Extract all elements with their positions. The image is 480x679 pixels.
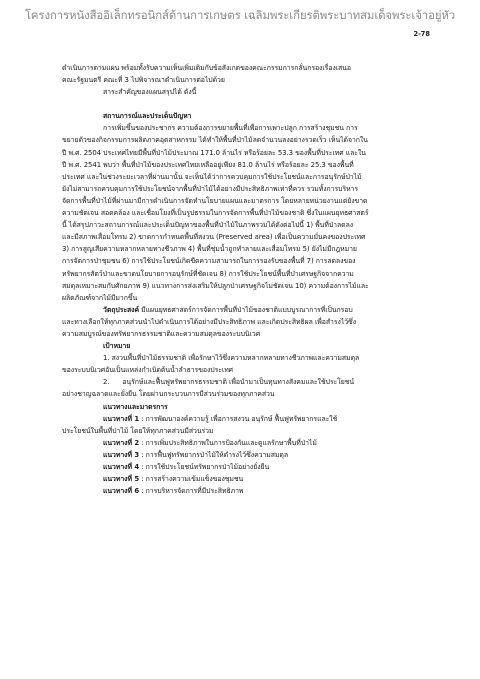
approaches-heading: แนวทางและมาตรการ: [103, 402, 168, 411]
objective-line: ความสมบูรณ์ของทรัพยากรธรรมชาติและความสมดุลของระบบนิเวศ: [62, 329, 261, 338]
situation-line: ผลิตภัณฑ์จากไม้มีมากขึ้น: [62, 293, 138, 302]
situation-line: การจัดการป่าชุมชน 6) การใช้ประโยชน์เกิดขีดความสามารถในการรองรับของพื้นที่ 7) การลดลงของ: [62, 257, 356, 266]
situation-line: ปี พ.ศ. 2541 พบว่า พื้นที่ป่าไม้ของประเทศไทยเหลืออยู่เพียง 81.0 ล้านไร่ หรือร้อยละ 25.3 ของพื้นที่: [62, 160, 354, 169]
objective-line: และทางเลือกให้ทุกภาคส่วนนำไปดำเนินการได้อย่างมีประสิทธิภาพ และเกิดประสิทธิผล เพื่อสำรงไว้ซึ่ง: [62, 317, 357, 326]
approach-label: แนวทางที่ 4: [103, 463, 140, 471]
approach-item: [62, 449, 426, 461]
situation-line: สมดุลเหมาะสมกับศักยภาพ 9) แนวทางการส่งเสริมให้ปลูกป่าเศรษฐกิจไม่ชัดเจน 10) ความต้องการไม้และ: [62, 281, 369, 290]
intro-line: ดำเนินการตามแผน พร้อมทั้งรับความเห็นเพิ่มเติมกับข้อสังเกตของคณะกรรมการกลั่นกรองเรื่องเสนอ: [62, 64, 351, 72]
objective-label: วัตถุประสงค์: [103, 305, 140, 314]
situation-line: ยังไม่สามารถควบคุมการใช้ประโยชน์จากพื้นที่ป่าไม้ได้อย่างมีประสิทธิภาพเท่าที่ควร รวมทั้งการบริหาร: [62, 184, 359, 193]
approach-label: แนวทางที่ 5: [103, 475, 140, 484]
intro-line: คณะรัฐมนตรี คณะที่ 3 ไปพิจารณาดำเนินการต่อไปด้วย: [62, 76, 225, 85]
approach-continuation: ประโยชน์ในพื้นที่ป่าไม้ โดยให้ทุกภาคส่วนมีส่วนร่วม: [62, 426, 214, 435]
situation-line: ทรัพยากรสัตว์ป่าและขาดนโยบายการอนุรักษ์ที่ชัดเจน 8) การใช้ประโยชน์พื้นที่ป่าเศรษฐกิจจากความ: [62, 269, 354, 278]
approach-text: : การใช้ประโยชน์ทรัพยากรป่าไม้อย่างยั่งยืน: [139, 463, 270, 471]
situation-line: การเพิ่มขึ้นของประชากร ความต้องการขยายพื้นที่เพื่อการเพาะปลูก การสร้างชุมชน การ: [103, 124, 358, 133]
goal-2-line: อย่างชาญฉลาดและยั่งยืน โดยผ่านกระบวนการมีส่วนร่วมของทุกภาคส่วน: [62, 390, 275, 399]
book-series-title: โครงการหนังสืออิเล็กทรอนิกส์ด้านการเกษตร เฉลิมพระเกียรติพระบาทสมเด็จพระเจ้าอยู่หัว: [24, 8, 456, 22]
goal-1-line: 1. สงวนพื้นที่ป่าไม้ธรรมชาติ เพื่อรักษาไว้ซึ่งความหลากหลายทางชีวภาพและความสมดุล: [103, 354, 360, 363]
goal-2-line: 2. อนุรักษ์และฟื้นฟูทรัพยากรธรรมชาติ เพื่อนำมาเป็นทุนทางสังคมและใช้ประโยชน์: [103, 378, 355, 387]
approach-item: [62, 485, 426, 497]
approach-label: แนวทางที่ 1: [103, 414, 140, 423]
objective-text: มีแผนยุทธศาสตร์การจัดการพื้นที่ป่าไม้ของชาติแบบบูรณาการที่เป็นกรอบ: [139, 305, 353, 314]
situation-line: ความชัดเจน สอดคล้อง และเชื่อมโยงที่เป็นรูปธรรมในการจัดการพื้นที่ป่าไม้ของชาติ ซึ่งในแผนยุทธศาสตร์: [62, 209, 369, 218]
page-number: 2-78: [413, 30, 430, 38]
situation-heading: สถานการณ์และประเด็นปัญหา: [103, 112, 192, 121]
goal-1-line: ของระบบนิเวศอันเป็นแหล่งกำเนิดต้นน้ำลำธารของประเทศ: [62, 366, 234, 375]
goals-heading: เป้าหมาย: [103, 342, 131, 351]
approach-text: : การเพิ่มประสิทธิภาพในการป้องกันและดูแลรักษาพื้นที่ป่าไม้: [139, 438, 317, 447]
approach-label: แนวทางที่ 3: [103, 450, 140, 459]
approach-label: แนวทางที่ 6: [103, 487, 140, 496]
page-header: [0, 0, 480, 28]
objective-paragraph: [62, 304, 426, 316]
situation-line: ปี พ.ศ. 2504 ประเทศไทยมีพื้นที่ป่าไม้ประมาณ 171.0 ล้านไร่ หรือร้อยละ 53.3 ของพื้นที่ประเทศ และใน: [62, 148, 366, 157]
situation-line: 3) การสูญเสียความหลากหลายทางชีวภาพ 4) พื้นที่ชุ่มน้ำถูกทำลายและเสื่อมโทรม 5) ยังไม่มีกฎหมาย: [62, 245, 357, 254]
situation-line: ขยายตัวของกิจกรรมการผลิตภาคอุตสาหกรรม ได้ทำให้พื้นที่ป่าไม้ลดจำนวนลงอย่างรวดเร็ว เห็นได้จากใน: [62, 136, 368, 145]
situation-line: จัดการพื้นที่ป่าไม้ที่ผ่านมามีการดำเนินการจัดทำนโยบายแผนและมาตรการ โดยหลายหน่วยงานแต่ยังขาด: [62, 196, 368, 205]
situation-line: นี้ ได้สรุปภาวะสถานการณ์และประเด็นปัญหาของพื้นที่ป่าไม้ในภาพรวมได้ดังต่อไปนี้ 1) พื้นที่ป่าลดลง: [62, 221, 354, 230]
document-body: [62, 62, 426, 497]
approach-label: แนวทางที่ 2: [103, 438, 140, 447]
approach-item: [62, 437, 426, 449]
approach-text: : การสร้างความเข้มแข็งของชุมชน: [139, 475, 244, 484]
summary-lead: สาระสำคัญของแผนสรุปได้ ดังนี้: [103, 88, 197, 97]
approach-item: [62, 473, 426, 485]
approach-item: [62, 461, 426, 473]
approach-text: : การบริหารจัดการที่มีประสิทธิภาพ: [139, 487, 244, 496]
approach-text: : การพัฒนาองค์ความรู้ เพื่อการสงวน อนุรักษ์ ฟื้นฟูทรัพยากรและใช้: [139, 414, 338, 423]
approach-item: [62, 413, 426, 425]
situation-line: ประเทศ และในช่วงระยะเวลาที่ผ่านมานั้น จะเห็นได้ว่าการควบคุมการใช้ประโยชน์และการอนุรักษ์ป่าไม้: [62, 172, 362, 181]
situation-line: และมีสภาพเสื่อมโทรม 2) ขาดการกำหนดพื้นที่สงวน (Preserved area) เพื่อเป็นความมั่นคงของประเทศ: [62, 233, 366, 242]
approach-text: : การฟื้นฟูทรัพยากรป่าไม้ให้ดำรงไว้ซึ่งความสมดุล: [139, 450, 289, 459]
